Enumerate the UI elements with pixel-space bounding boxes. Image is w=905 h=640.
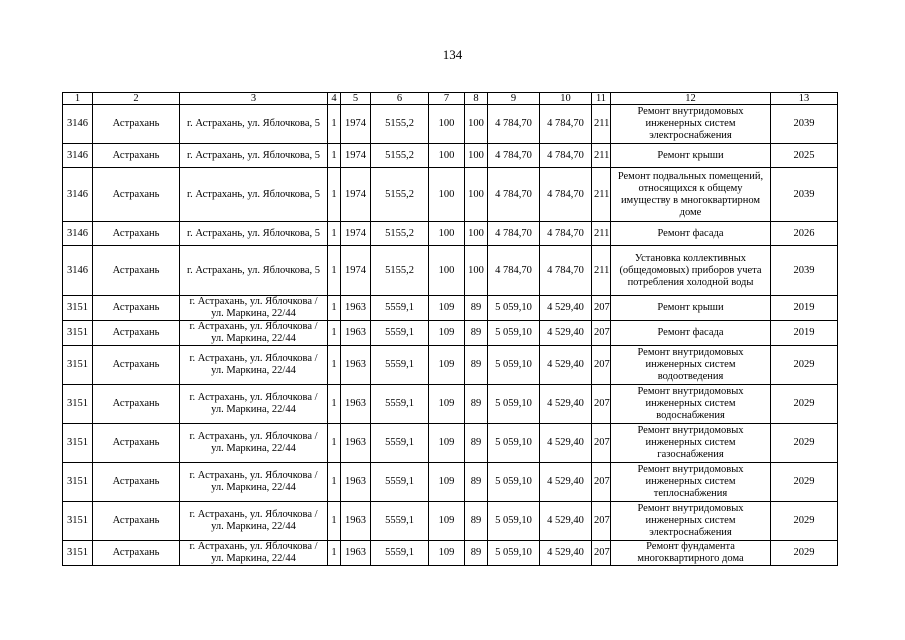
city-cell: Астрахань [93,424,180,463]
code-cell: 207 [592,346,611,385]
cost-value-a-cell: 5 059,10 [488,296,540,321]
house-id-cell: 3151 [63,296,93,321]
city-cell: Астрахань [93,541,180,566]
work-type-cell: Ремонт фасада [611,222,771,246]
house-id-cell: 3146 [63,246,93,296]
column-header: 9 [488,93,540,105]
column-header: 12 [611,93,771,105]
code-cell: 207 [592,385,611,424]
table-row [63,296,838,321]
address-cell: г. Астрахань, ул. Яблочкова, 5 [180,144,328,168]
code-cell: 207 [592,424,611,463]
address-cell: г. Астрахань, ул. Яблочкова, 5 [180,105,328,144]
cost-value-a-cell: 5 059,10 [488,541,540,566]
address-cell: г. Астрахань, ул. Яблочкова / ул. Маркина, 22/44 [180,346,328,385]
building-count-cell: 1 [328,246,341,296]
city-cell: Астрахань [93,144,180,168]
city-cell: Астрахань [93,105,180,144]
building-count-cell: 1 [328,346,341,385]
planned-year-cell: 2039 [771,246,838,296]
house-id-cell: 3151 [63,321,93,346]
apartments-cell: 109 [429,346,465,385]
planned-year-cell: 2039 [771,168,838,222]
column-header: 13 [771,93,838,105]
cost-value-b-cell: 4 529,40 [540,463,592,502]
address-cell: г. Астрахань, ул. Яблочкова, 5 [180,222,328,246]
building-count-cell: 1 [328,463,341,502]
cost-value-b-cell: 4 784,70 [540,246,592,296]
address-cell: г. Астрахань, ул. Яблочкова / ул. Маркина, 22/44 [180,296,328,321]
code-cell: 207 [592,296,611,321]
area-cell: 5155,2 [371,144,429,168]
house-id-cell: 3146 [63,168,93,222]
planned-year-cell: 2029 [771,463,838,502]
column-header: 7 [429,93,465,105]
year-built-cell: 1974 [341,222,371,246]
house-id-cell: 3151 [63,502,93,541]
work-type-cell: Ремонт фундамента многоквартирного дома [611,541,771,566]
year-built-cell: 1963 [341,296,371,321]
area-cell: 5559,1 [371,502,429,541]
cost-value-b-cell: 4 529,40 [540,296,592,321]
code-cell: 211 [592,222,611,246]
address-cell: г. Астрахань, ул. Яблочкова / ул. Маркина, 22/44 [180,321,328,346]
cost-value-a-cell: 4 784,70 [488,246,540,296]
residents-cell: 100 [465,144,488,168]
area-cell: 5559,1 [371,463,429,502]
table-row [63,463,838,502]
table-row [63,346,838,385]
city-cell: Астрахань [93,246,180,296]
table-row [63,144,838,168]
house-id-cell: 3146 [63,222,93,246]
cost-value-a-cell: 4 784,70 [488,144,540,168]
cost-value-a-cell: 4 784,70 [488,222,540,246]
year-built-cell: 1963 [341,424,371,463]
code-cell: 211 [592,105,611,144]
residents-cell: 100 [465,168,488,222]
cost-value-b-cell: 4 784,70 [540,144,592,168]
code-cell: 207 [592,321,611,346]
column-header: 4 [328,93,341,105]
cost-value-b-cell: 4 529,40 [540,424,592,463]
code-cell: 207 [592,541,611,566]
address-cell: г. Астрахань, ул. Яблочкова, 5 [180,168,328,222]
year-built-cell: 1963 [341,541,371,566]
year-built-cell: 1963 [341,321,371,346]
cost-value-b-cell: 4 529,40 [540,346,592,385]
column-header: 3 [180,93,328,105]
area-cell: 5155,2 [371,105,429,144]
table-row [63,246,838,296]
table-row [63,168,838,222]
cost-value-a-cell: 5 059,10 [488,346,540,385]
city-cell: Астрахань [93,222,180,246]
residents-cell: 89 [465,541,488,566]
table-row [63,424,838,463]
planned-year-cell: 2019 [771,321,838,346]
building-count-cell: 1 [328,541,341,566]
residents-cell: 100 [465,105,488,144]
area-cell: 5559,1 [371,385,429,424]
column-header: 6 [371,93,429,105]
building-count-cell: 1 [328,502,341,541]
city-cell: Астрахань [93,502,180,541]
cost-value-a-cell: 5 059,10 [488,502,540,541]
area-cell: 5559,1 [371,424,429,463]
page-number: 134 [442,47,463,62]
building-count-cell: 1 [328,168,341,222]
code-cell: 211 [592,144,611,168]
cost-value-a-cell: 5 059,10 [488,385,540,424]
apartments-cell: 109 [429,424,465,463]
apartments-cell: 100 [429,105,465,144]
apartments-cell: 109 [429,296,465,321]
work-type-cell: Ремонт фасада [611,321,771,346]
house-id-cell: 3146 [63,144,93,168]
work-type-cell: Ремонт внутридомовых инженерных систем электроснабжения [611,502,771,541]
building-count-cell: 1 [328,385,341,424]
area-cell: 5559,1 [371,296,429,321]
year-built-cell: 1974 [341,105,371,144]
planned-year-cell: 2029 [771,346,838,385]
header-row [63,93,838,105]
residents-cell: 89 [465,321,488,346]
column-header: 1 [63,93,93,105]
table-row [63,321,838,346]
address-cell: г. Астрахань, ул. Яблочкова / ул. Маркина, 22/44 [180,541,328,566]
work-type-cell: Ремонт крыши [611,144,771,168]
cost-value-b-cell: 4 529,40 [540,502,592,541]
column-header: 11 [592,93,611,105]
residents-cell: 89 [465,424,488,463]
cost-value-b-cell: 4 784,70 [540,168,592,222]
building-count-cell: 1 [328,424,341,463]
residents-cell: 100 [465,246,488,296]
residents-cell: 89 [465,502,488,541]
apartments-cell: 109 [429,541,465,566]
residents-cell: 89 [465,385,488,424]
cost-value-b-cell: 4 529,40 [540,321,592,346]
year-built-cell: 1974 [341,144,371,168]
column-header: 10 [540,93,592,105]
address-cell: г. Астрахань, ул. Яблочкова / ул. Маркина, 22/44 [180,424,328,463]
apartments-cell: 109 [429,321,465,346]
work-type-cell: Ремонт внутридомовых инженерных систем электроснабжения [611,105,771,144]
year-built-cell: 1974 [341,168,371,222]
cost-value-a-cell: 4 784,70 [488,168,540,222]
column-header: 8 [465,93,488,105]
city-cell: Астрахань [93,168,180,222]
building-count-cell: 1 [328,144,341,168]
code-cell: 211 [592,168,611,222]
year-built-cell: 1963 [341,463,371,502]
table-row [63,541,838,566]
year-built-cell: 1974 [341,246,371,296]
work-type-cell: Установка коллективных (общедомовых) приборов учета потребления холодной воды [611,246,771,296]
cost-value-a-cell: 5 059,10 [488,424,540,463]
table-row [63,105,838,144]
table-body [63,105,838,566]
building-count-cell: 1 [328,222,341,246]
residents-cell: 100 [465,222,488,246]
area-cell: 5155,2 [371,246,429,296]
apartments-cell: 109 [429,385,465,424]
address-cell: г. Астрахань, ул. Яблочкова / ул. Маркина, 22/44 [180,502,328,541]
work-type-cell: Ремонт подвальных помещений, относящихся к общему имуществу в многоквартирном доме [611,168,771,222]
planned-year-cell: 2029 [771,385,838,424]
cost-value-a-cell: 5 059,10 [488,463,540,502]
work-type-cell: Ремонт внутридомовых инженерных систем газоснабжения [611,424,771,463]
area-cell: 5155,2 [371,222,429,246]
code-cell: 207 [592,502,611,541]
address-cell: г. Астрахань, ул. Яблочкова / ул. Маркина, 22/44 [180,385,328,424]
house-id-cell: 3151 [63,385,93,424]
house-id-cell: 3151 [63,541,93,566]
address-cell: г. Астрахань, ул. Яблочкова / ул. Маркина, 22/44 [180,463,328,502]
house-id-cell: 3146 [63,105,93,144]
housing-registry-table [62,92,838,566]
code-cell: 211 [592,246,611,296]
area-cell: 5559,1 [371,321,429,346]
planned-year-cell: 2029 [771,541,838,566]
house-id-cell: 3151 [63,424,93,463]
planned-year-cell: 2029 [771,424,838,463]
address-cell: г. Астрахань, ул. Яблочкова, 5 [180,246,328,296]
code-cell: 207 [592,463,611,502]
work-type-cell: Ремонт крыши [611,296,771,321]
cost-value-b-cell: 4 784,70 [540,222,592,246]
table-row [63,385,838,424]
cost-value-b-cell: 4 529,40 [540,385,592,424]
apartments-cell: 109 [429,502,465,541]
cost-value-b-cell: 4 784,70 [540,105,592,144]
column-header: 5 [341,93,371,105]
city-cell: Астрахань [93,463,180,502]
residents-cell: 89 [465,296,488,321]
city-cell: Астрахань [93,346,180,385]
cost-value-a-cell: 5 059,10 [488,321,540,346]
house-id-cell: 3151 [63,346,93,385]
work-type-cell: Ремонт внутридомовых инженерных систем теплоснабжения [611,463,771,502]
residents-cell: 89 [465,463,488,502]
area-cell: 5559,1 [371,541,429,566]
work-type-cell: Ремонт внутридомовых инженерных систем водоснабжения [611,385,771,424]
city-cell: Астрахань [93,321,180,346]
apartments-cell: 109 [429,463,465,502]
year-built-cell: 1963 [341,385,371,424]
planned-year-cell: 2029 [771,502,838,541]
apartments-cell: 100 [429,144,465,168]
cost-value-a-cell: 4 784,70 [488,105,540,144]
column-header: 2 [93,93,180,105]
apartments-cell: 100 [429,222,465,246]
work-type-cell: Ремонт внутридомовых инженерных систем водоотведения [611,346,771,385]
city-cell: Астрахань [93,296,180,321]
building-count-cell: 1 [328,296,341,321]
area-cell: 5155,2 [371,168,429,222]
house-id-cell: 3151 [63,463,93,502]
table-row [63,222,838,246]
planned-year-cell: 2026 [771,222,838,246]
year-built-cell: 1963 [341,346,371,385]
year-built-cell: 1963 [341,502,371,541]
planned-year-cell: 2039 [771,105,838,144]
planned-year-cell: 2025 [771,144,838,168]
cost-value-b-cell: 4 529,40 [540,541,592,566]
planned-year-cell: 2019 [771,296,838,321]
residents-cell: 89 [465,346,488,385]
table-row [63,502,838,541]
apartments-cell: 100 [429,246,465,296]
city-cell: Астрахань [93,385,180,424]
apartments-cell: 100 [429,168,465,222]
area-cell: 5559,1 [371,346,429,385]
building-count-cell: 1 [328,321,341,346]
building-count-cell: 1 [328,105,341,144]
